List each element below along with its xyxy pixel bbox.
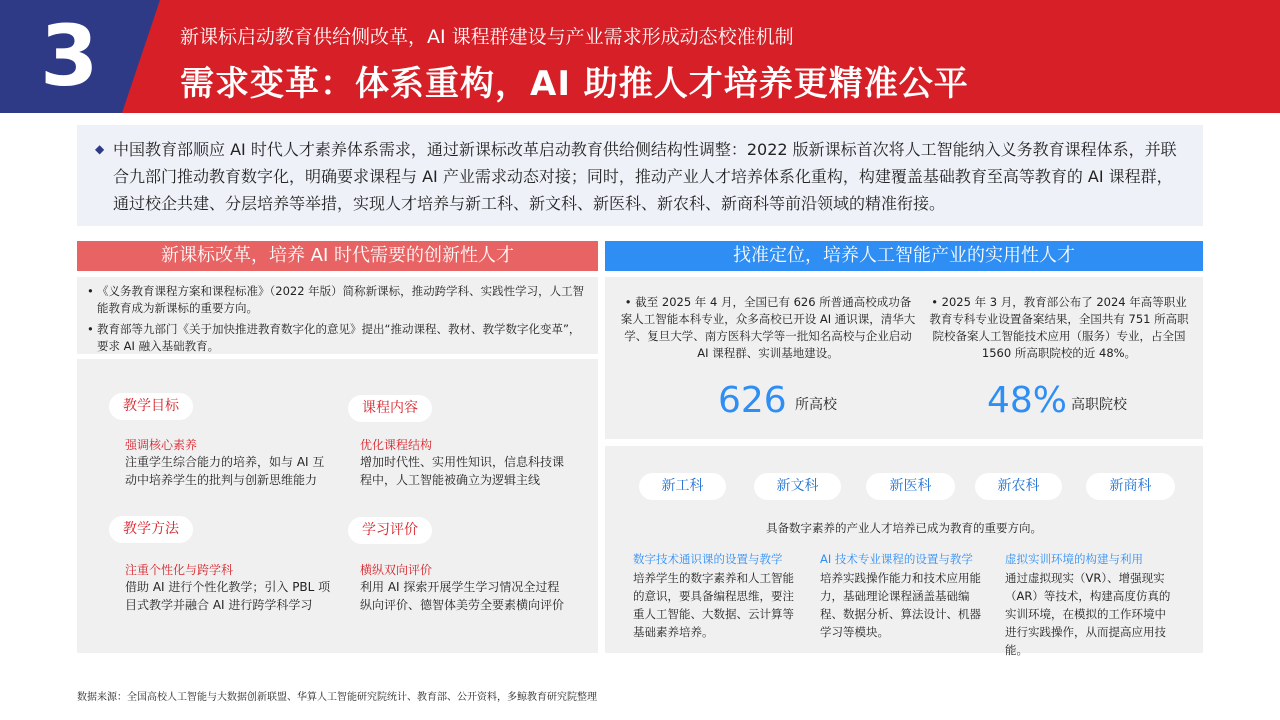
- stat-number: 48%: [987, 380, 1068, 421]
- quadrant-body: 注重学生综合能力的培养，如与 AI 互动中培养学生的批判与创新思维能力: [125, 455, 325, 487]
- column-head: AI 技术专业课程的设置与教学: [820, 552, 973, 566]
- quadrant-pill: 课程内容: [348, 395, 432, 422]
- stat-text: • 2025 年 3 月，教育部公布了 2024 年高等职业教育专科专业设置备案结果，全国共有 751 所高职院校备案人工智能技术应用（服务）专业，占全国 1560 所高职院校的近 48%。: [929, 295, 1189, 360]
- quadrant-pill: 教学目标: [109, 393, 193, 420]
- quadrant-pill: 学习评价: [348, 517, 432, 544]
- quadrant-head: 优化课程结构: [360, 438, 433, 452]
- quadrant-body: 增加时代性、实用性知识，信息科技课程中，人工智能被确立为逻辑主线: [360, 455, 565, 487]
- column-body: 培养实践操作能力和技术应用能力，基础理论课程涵盖基础编程、数据分析、算法设计、机器学习等模块。: [820, 571, 981, 639]
- stat-unit: 高职院校: [1071, 397, 1127, 413]
- tag-new-engineering: 新工科: [639, 473, 726, 500]
- column-body: 通过虚拟现实（VR）、增强现实（AR）等技术，构建高度仿真的实训环境，在模拟的工作环境中进行实践操作，从而提高应用技能。: [1005, 571, 1171, 657]
- stat-text: • 截至 2025 年 4 月，全国已有 626 所普通高校成功备案人工智能本科专业，众多高校已开设 AI 通识课，清华大学、复旦大学、南方医科大学等一批知名高校与企业启动 AI 课程群、实训基地建设。: [620, 295, 916, 360]
- list-item: • 《义务教育课程方案和课程标准》（2022 年版）简称新课标，推动跨学科、实践性学习，人工智能教育成为新课标的重要方向。: [87, 284, 585, 315]
- intro-text: 中国教育部顺应 AI 时代人才素养体系需求，通过新课标改革启动教育供给侧结构性调整：2022 版新课标首次将人工智能纳入义务教育课程体系，并联合九部门推动教育数字化，明确要求课程与 AI 产业需求动态对接；同时，推动产业人才培养体系化重构，构建覆盖基础教育至高等教育的 AI 课程群，通过校企共建、分层培养等举措，实现人才培养与新工科、新文科、新医科、新农科、新商科等前沿领域的精准衔接。: [113, 140, 1177, 213]
- section-number: 3: [40, 7, 99, 105]
- quadrant-body: 借助 AI 进行个性化教学；引入 PBL 项目式教学并融合 AI 进行跨学科学习: [125, 580, 331, 612]
- data-source-note: 数据来源：全国高校人工智能与大数据创新联盟、华算人工智能研究院统计、教育部、公开资料，多鲸教育研究院整理: [77, 692, 597, 703]
- column-body: 培养学生的数字素养和人工智能的意识，要具备编程思维，要注重人工智能、大数据、云计算等基础素养培养。: [633, 571, 794, 639]
- tag-new-agriculture: 新农科: [975, 473, 1062, 500]
- right-section-header: 找准定位，培养人工智能产业的实用性人才: [605, 241, 1203, 271]
- page-title: 需求变革：体系重构，AI 助推人才培养更精准公平: [180, 64, 969, 104]
- tag-new-liberal-arts: 新文科: [754, 473, 841, 500]
- diamond-bullet-icon: ◆: [95, 142, 105, 156]
- quadrant-head: 横纵双向评价: [360, 563, 433, 577]
- left-section-header: 新课标改革，培养 AI 时代需要的创新性人才: [77, 241, 598, 271]
- column-head: 虚拟实训环境的构建与利用: [1005, 552, 1143, 566]
- tag-new-medicine: 新医科: [866, 473, 955, 500]
- programs-statement: 具备数字素养的产业人才培养已成为教育的重要方向。: [766, 521, 1042, 535]
- stat-number: 626: [718, 380, 787, 421]
- tag-new-business: 新商科: [1086, 473, 1175, 500]
- stat-unit: 所高校: [795, 397, 837, 413]
- column-head: 数字技术通识课的设置与教学: [633, 552, 783, 566]
- quadrant-head: 注重个性化与跨学科: [125, 563, 234, 577]
- quadrant-head: 强调核心素养: [125, 438, 198, 452]
- left-bullets-panel: [77, 277, 598, 354]
- header-subtitle: 新课标启动教育供给侧改革，AI 课程群建设与产业需求形成动态校准机制: [180, 26, 794, 48]
- intro-box: [77, 125, 1203, 226]
- list-item: • 教育部等九部门《关于加快推进教育数字化的意见》提出“推动课程、教材、教学数字化变革”，要求 AI 融入基础教育。: [87, 322, 581, 353]
- quadrant-pill: 教学方法: [109, 516, 193, 543]
- quadrant-body: 利用 AI 探索开展学生学习情况全过程纵向评价、德智体美劳全要素横向评价: [360, 580, 565, 612]
